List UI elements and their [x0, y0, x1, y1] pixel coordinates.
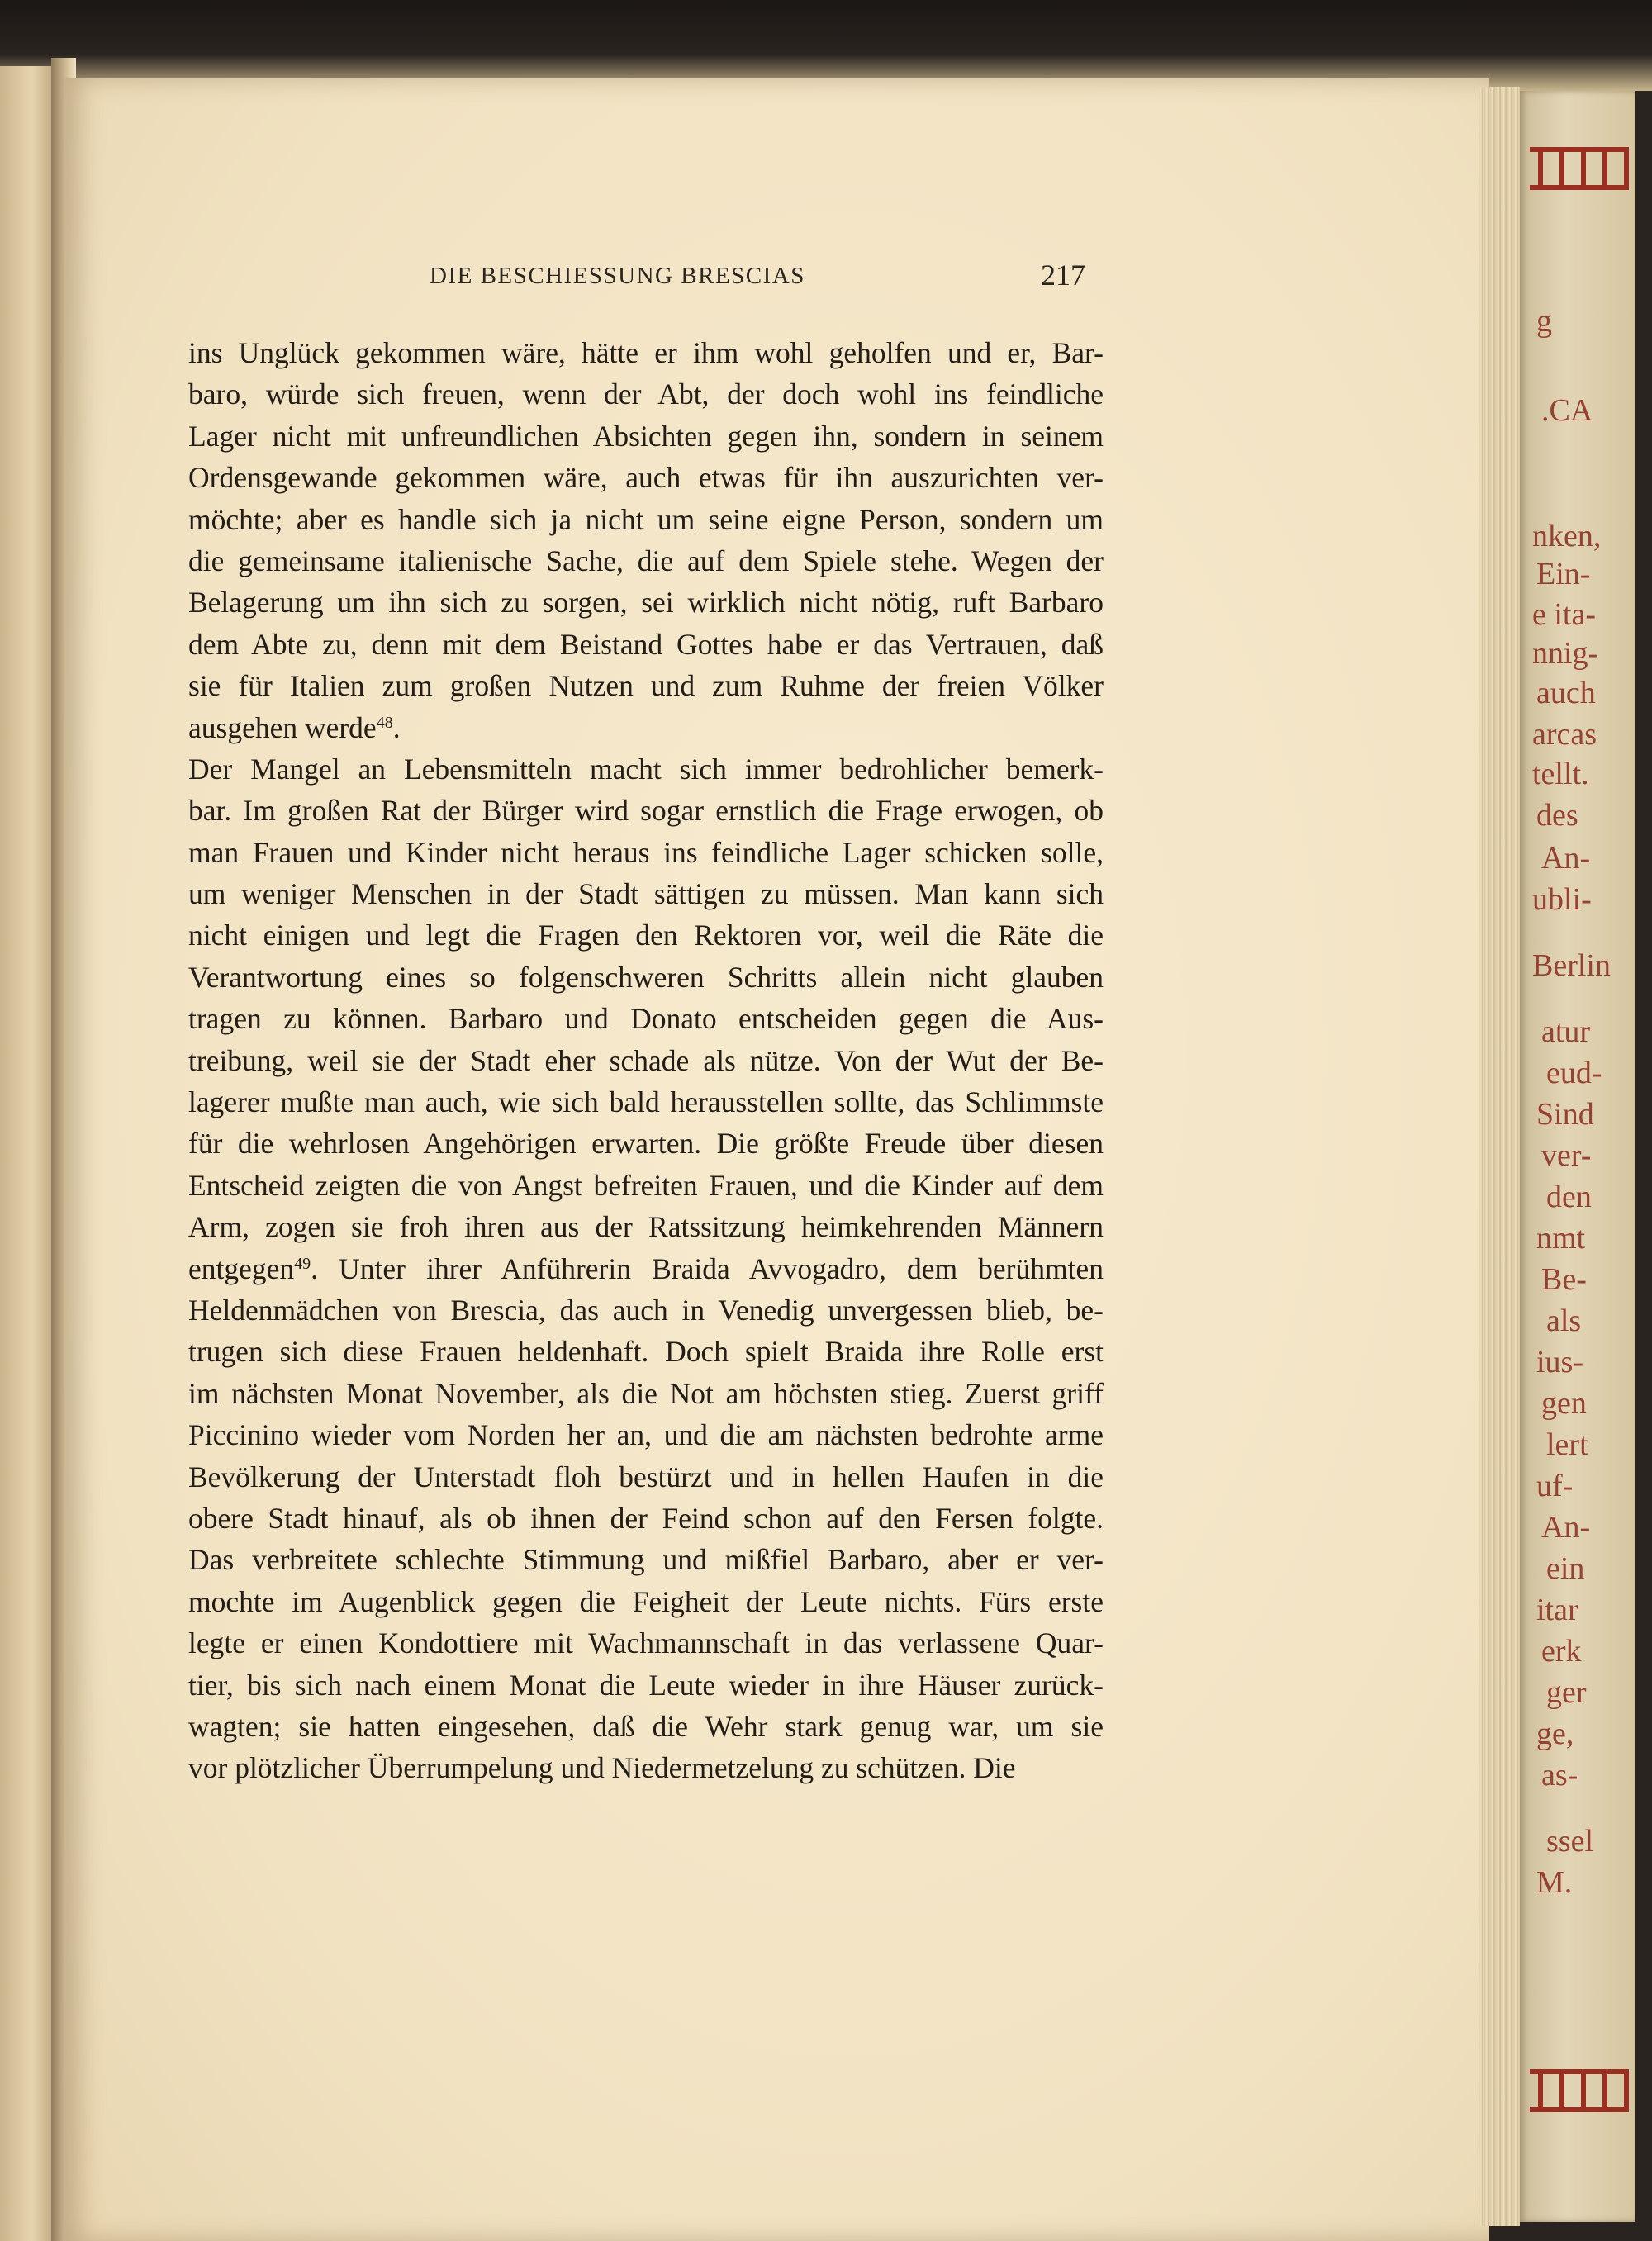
footnote-marker[interactable]: 48: [376, 713, 393, 732]
margin-fragment: ge,: [1536, 1716, 1574, 1751]
margin-fragment: nnig-: [1532, 636, 1599, 671]
line-text-continued: . Unter ihrer Anführerin Braida Avvogadro, dem berühmten: [311, 1251, 1104, 1285]
text-line: [188, 957, 1104, 998]
line-text: möchte; aber es handle sich ja nicht um seine eigne Person, sondern um: [188, 502, 1104, 536]
line-text: tier, bis sich nach einem Monat die Leute wieder in ihre Häuser zurück-: [188, 1668, 1104, 1702]
text-line: [188, 832, 1104, 873]
margin-fragment: ger: [1546, 1675, 1587, 1710]
line-text: trugen sich diese Frauen heldenhaft. Doch spielt Braida ihre Rolle erst: [188, 1335, 1104, 1369]
text-line: [188, 415, 1104, 457]
margin-fragment: ubli-: [1532, 882, 1592, 917]
line-text: Heldenmädchen von Brescia, das auch in Venedig unvergessen blieb, be-: [188, 1293, 1104, 1327]
line-text: die gemeinsame italienische Sache, die auf dem Spiele stehe. Wegen der: [188, 544, 1104, 577]
line-text-continued: .: [392, 710, 401, 744]
line-text: obere Stadt hinauf, als ob ihnen der Feind schon auf den Fersen folgte.: [188, 1501, 1104, 1535]
text-line: [188, 1248, 1104, 1289]
margin-fragment: uf-: [1536, 1469, 1574, 1503]
line-text: Verantwortung eines so folgenschweren Schritts allein nicht glauben: [188, 960, 1104, 994]
footnote-marker[interactable]: 49: [294, 1254, 311, 1273]
text-line: [188, 665, 1104, 706]
text-line: [188, 1581, 1104, 1622]
margin-fragment: den: [1546, 1180, 1592, 1214]
margin-fragment: Be-: [1541, 1262, 1587, 1297]
margin-fragment: nmt: [1536, 1221, 1586, 1256]
text-line: [188, 624, 1104, 665]
line-text: lagerer mußte man auch, wie sich bald herausstellen sollte, das Schlimmste: [188, 1085, 1104, 1119]
margin-fragment: arcas: [1532, 717, 1597, 752]
text-line: [188, 540, 1104, 582]
text-line: [188, 457, 1104, 498]
line-text: dem Abte zu, denn mit dem Beistand Gottes habe er das Vertrauen, daß: [188, 627, 1104, 661]
text-line: [188, 1456, 1104, 1498]
text-line: [188, 1498, 1104, 1539]
margin-fragment: An-: [1541, 841, 1591, 876]
text-line: [188, 1373, 1104, 1414]
margin-fragment: tellt.: [1532, 757, 1589, 791]
margin-fragment: M.: [1536, 1865, 1573, 1900]
margin-fragment: itar: [1536, 1593, 1578, 1627]
text-line: [188, 373, 1104, 415]
margin-fragment: g: [1536, 304, 1552, 339]
text-line: [188, 1040, 1104, 1081]
line-text: Ordensgewande gekommen wäre, auch etwas für ihn auszurichten ver-: [188, 461, 1104, 495]
line-text: legte er einen Kondottiere mit Wachmannschaft in das verlassene Quar-: [188, 1626, 1104, 1660]
margin-fragment: e ita-: [1532, 597, 1597, 632]
line-text: nicht einigen und legt die Fragen den Rektoren vor, weil die Räte die: [188, 919, 1104, 952]
text-line: [188, 998, 1104, 1039]
margin-fragment: An-: [1541, 1510, 1591, 1545]
text-line: [188, 873, 1104, 914]
margin-fragment: als: [1546, 1303, 1582, 1338]
text-line: [188, 1622, 1104, 1664]
line-text: tragen zu können. Barbaro und Donato entscheiden gegen die Aus-: [188, 1002, 1104, 1036]
greek-key-ornament-bottom: [1530, 2069, 1629, 2112]
margin-fragment: lert: [1546, 1427, 1588, 1462]
line-text: Das verbreitete schlechte Stimmung und mißfiel Barbaro, aber er ver-: [188, 1543, 1104, 1577]
text-line: [188, 914, 1104, 956]
line-text: Entscheid zeigten die von Angst befreiten Frauen, und die Kinder auf dem: [188, 1168, 1104, 1202]
line-text: Arm, zogen sie froh ihren aus der Ratssitzung heimkehrenden Männern: [188, 1210, 1104, 1244]
text-line: [188, 1539, 1104, 1580]
margin-fragment: ver-: [1541, 1138, 1592, 1173]
line-text: Belagerung um ihn sich zu sorgen, sei wirklich nicht nötig, ruft Barbaro: [188, 586, 1104, 620]
line-text: baro, würde sich freuen, wenn der Abt, der doch wohl ins feindliche: [188, 377, 1104, 411]
margin-fragment: gen: [1541, 1386, 1587, 1421]
text-line: [188, 1706, 1104, 1747]
line-text: für die wehrlosen Angehörigen erwarten. Die größte Freude über diesen: [188, 1127, 1104, 1161]
line-text: vor plötzlicher Überrumpelung und Niedermetzelung zu schützen. Die: [188, 1751, 1016, 1785]
text-line: [188, 1664, 1104, 1706]
page-number: 217: [1041, 259, 1085, 292]
text-line: [188, 707, 1104, 748]
margin-fragment: as-: [1541, 1758, 1578, 1792]
line-text: entgegen: [188, 1251, 295, 1285]
page-stack-edge: [1479, 87, 1520, 2226]
margin-fragment: eud-: [1546, 1056, 1602, 1090]
body-text: [188, 332, 1104, 1789]
text-line: [188, 1165, 1104, 1206]
greek-key-ornament-top: [1530, 147, 1629, 190]
text-line: [188, 332, 1104, 373]
margin-fragment: ius-: [1536, 1345, 1583, 1379]
line-text: Piccinino wieder vom Norden her an, und die am nächsten bedrohte arme: [188, 1418, 1104, 1452]
margin-fragment: Berlin: [1532, 948, 1611, 983]
line-text: mochte im Augenblick gegen die Feigheit der Leute nichts. Fürs erste: [188, 1584, 1104, 1618]
text-line: [188, 499, 1104, 540]
text-line: [188, 582, 1104, 623]
margin-fragment: .CA: [1541, 393, 1593, 428]
line-text: Bevölkerung der Unterstadt floh bestürzt und in hellen Haufen in die: [188, 1460, 1104, 1493]
margin-fragment: Ein-: [1536, 557, 1591, 591]
text-line: [188, 1206, 1104, 1247]
line-text: bar. Im großen Rat der Bürger wird sogar ernstlich die Frage erwogen, ob: [188, 794, 1104, 828]
text-line: [188, 790, 1104, 831]
left-facing-page-edge: [0, 66, 58, 2241]
margin-fragment: Sind: [1536, 1097, 1594, 1132]
text-line: [188, 1747, 1104, 1788]
margin-fragment: ssel: [1546, 1824, 1593, 1859]
margin-fragment: erk: [1541, 1634, 1582, 1669]
line-text: Lager nicht mit unfreundlichen Absichten gegen ihn, sondern in seinem: [188, 419, 1104, 453]
text-line: [188, 748, 1104, 790]
margin-fragment: atur: [1541, 1014, 1591, 1049]
text-line: [188, 1331, 1104, 1372]
line-text: Der Mangel an Lebensmitteln macht sich immer bedrohlicher bemerk-: [188, 752, 1104, 786]
margin-fragment: des: [1536, 798, 1578, 833]
text-line: [188, 1081, 1104, 1123]
text-line: [188, 1414, 1104, 1455]
text-line: [188, 1123, 1104, 1164]
line-text: sie für Italien zum großen Nutzen und zum Ruhme der freien Völker: [188, 669, 1104, 703]
margin-fragment: nken,: [1532, 519, 1602, 553]
line-text: treibung, weil sie der Stadt eher schade als nütze. Von der Wut der Be-: [188, 1043, 1104, 1077]
running-head: DIE BESCHIESSUNG BRESCIAS: [430, 263, 805, 289]
text-line: [188, 1289, 1104, 1331]
line-text: wagten; sie hatten eingesehen, daß die Wehr stark genug war, um sie: [188, 1709, 1104, 1743]
top-edge: [0, 0, 1652, 91]
line-text: im nächsten Monat November, als die Not am höchsten stieg. Zuerst griff: [188, 1376, 1104, 1410]
line-text: ausgehen werde: [188, 710, 377, 744]
line-text: man Frauen und Kinder nicht heraus ins feindliche Lager schicken solle,: [188, 835, 1104, 869]
margin-fragment: ein: [1546, 1551, 1585, 1586]
line-text: um weniger Menschen in der Stadt sättigen zu müssen. Man kann sich: [188, 877, 1104, 911]
margin-fragment: auch: [1536, 676, 1596, 710]
line-text: ins Unglück gekommen wäre, hätte er ihm wohl geholfen und er, Bar-: [188, 336, 1104, 369]
